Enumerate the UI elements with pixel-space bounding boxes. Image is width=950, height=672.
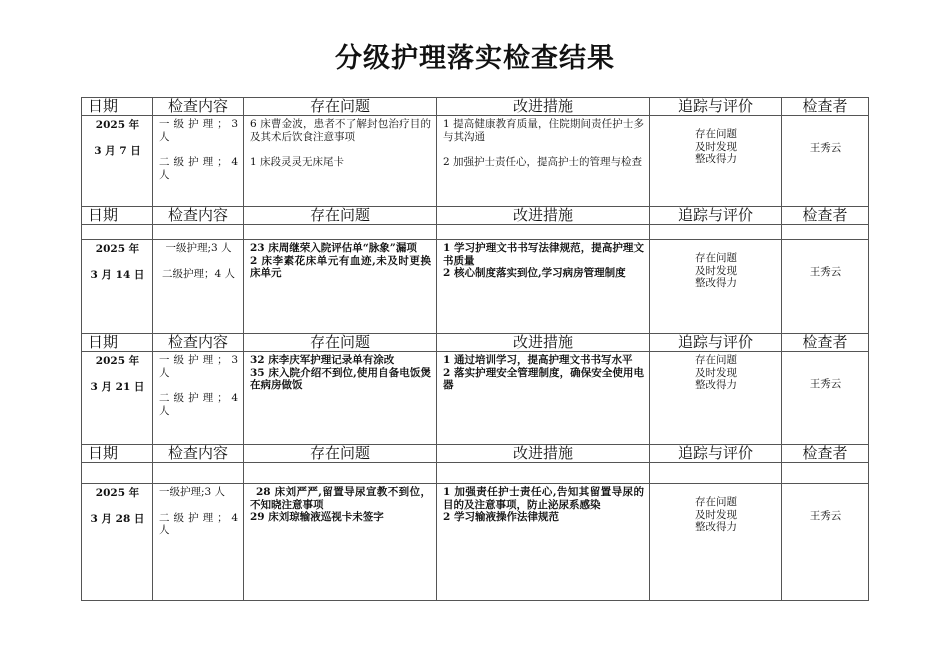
issue-line: 28 床刘严严,留置导尿宣教不到位，不知晓注意事项 bbox=[250, 486, 431, 511]
content-cell bbox=[153, 240, 243, 280]
inspector-cell: 王秀云 bbox=[809, 142, 842, 154]
content-cell bbox=[153, 116, 243, 181]
inspector-cell: 王秀云 bbox=[809, 378, 842, 390]
tracking-cell bbox=[650, 484, 781, 534]
header-issues: 存在问题 bbox=[244, 445, 437, 463]
inspection-table bbox=[81, 97, 869, 601]
issue-line: 32 床李庆军护理记录单有涂改 bbox=[250, 354, 395, 366]
measure-line: 1 学习护理文书书写法律规范，提高护理文书质量 bbox=[443, 242, 644, 267]
spacer-row bbox=[82, 463, 869, 484]
year-text: 2025 年 bbox=[95, 355, 140, 367]
content-line: 二 级 护 理 ； 4 人 bbox=[159, 511, 238, 536]
page-title: 分级护理落实检查结果 bbox=[335, 43, 615, 74]
issues-cell bbox=[244, 352, 436, 392]
content-line: 二 级 护 理 ； 4 人 bbox=[159, 156, 238, 181]
issue-line: 2 床李素花床单元有血迹,未及时更换床单元 bbox=[250, 254, 431, 279]
day-text: 3 月 14 日 bbox=[90, 268, 145, 281]
tracking-cell bbox=[650, 352, 781, 392]
tracking-line: 存在问题 bbox=[695, 128, 737, 140]
header-inspector: 检查者 bbox=[782, 334, 869, 352]
header-measures: 改进措施 bbox=[437, 334, 650, 352]
tracking-cell bbox=[650, 240, 781, 290]
tracking-line: 存在问题 bbox=[695, 252, 737, 264]
content-line: 一级护理;3 人 bbox=[159, 486, 226, 498]
header-row bbox=[82, 98, 869, 116]
measures-cell bbox=[437, 116, 649, 169]
date-cell bbox=[82, 484, 152, 525]
tracking-line: 整改得力 bbox=[695, 153, 737, 165]
header-content: 检查内容 bbox=[153, 334, 244, 352]
issue-line: 6 床曹金波，患者不了解封包治疗目的及其术后饮食注意事项 bbox=[250, 118, 431, 143]
inspector-cell: 王秀云 bbox=[809, 266, 842, 278]
tracking-line: 存在问题 bbox=[695, 496, 737, 508]
header-tracking: 追踪与评价 bbox=[650, 98, 782, 116]
issue-line: 23 床周继荣入院评估单“脉象”漏项 bbox=[250, 242, 417, 254]
year-text: 2025 年 bbox=[95, 119, 140, 131]
date-cell bbox=[82, 240, 152, 281]
tracking-line: 及时发现 bbox=[695, 508, 737, 521]
issue-line: 1 床段灵灵无床尾卡 bbox=[250, 156, 345, 168]
header-row bbox=[82, 207, 869, 225]
tracking-cell bbox=[650, 116, 781, 166]
year-text: 2025 年 bbox=[95, 487, 140, 499]
header-row bbox=[82, 445, 869, 463]
content-line: 二 级 护 理 ； 4 人 bbox=[159, 392, 238, 417]
header-row bbox=[82, 334, 869, 352]
record-row bbox=[82, 352, 869, 445]
day-text: 3 月 7 日 bbox=[94, 144, 141, 157]
header-tracking: 追踪与评价 bbox=[650, 207, 782, 225]
header-measures: 改进措施 bbox=[437, 98, 650, 116]
issues-cell bbox=[244, 240, 436, 280]
header-date: 日期 bbox=[82, 207, 153, 225]
header-inspector: 检查者 bbox=[782, 207, 869, 225]
measure-line: 2 核心制度落实到位,学习病房管理制度 bbox=[443, 267, 626, 279]
header-inspector: 检查者 bbox=[782, 98, 869, 116]
measure-line: 1 加强责任护士责任心,告知其留置导尿的目的及注意事项，防止泌尿系感染 bbox=[443, 486, 644, 511]
measures-cell bbox=[437, 484, 649, 524]
header-content: 检查内容 bbox=[153, 207, 244, 225]
record-row bbox=[82, 484, 869, 601]
tracking-line: 及时发现 bbox=[695, 366, 737, 379]
tracking-line: 整改得力 bbox=[695, 379, 737, 391]
header-date: 日期 bbox=[82, 445, 153, 463]
content-cell bbox=[153, 352, 243, 417]
header-measures: 改进措施 bbox=[437, 445, 650, 463]
tracking-line: 存在问题 bbox=[695, 354, 737, 366]
content-line: 一 级 护 理 ； 3 人 bbox=[159, 354, 238, 379]
tracking-line: 及时发现 bbox=[695, 264, 737, 277]
year-text: 2025 年 bbox=[95, 243, 140, 255]
header-date: 日期 bbox=[82, 98, 153, 116]
issue-line: 29 床刘琼输液巡视卡未签字 bbox=[250, 511, 384, 523]
header-measures: 改进措施 bbox=[437, 207, 650, 225]
header-tracking: 追踪与评价 bbox=[650, 334, 782, 352]
content-cell bbox=[153, 484, 243, 537]
day-text: 3 月 28 日 bbox=[90, 512, 145, 525]
tracking-line: 整改得力 bbox=[695, 277, 737, 289]
issues-cell bbox=[244, 116, 436, 169]
content-line: 一 级 护 理 ； 3 人 bbox=[159, 118, 238, 143]
measure-line: 2 落实护理安全管理制度，确保安全使用电器 bbox=[443, 366, 644, 391]
measures-cell bbox=[437, 352, 649, 392]
issue-line: 35 床入院介绍不到位,使用自备电饭煲在病房做饭 bbox=[250, 366, 431, 391]
measure-line: 1 提高健康教育质量，住院期间责任护士多与其沟通 bbox=[443, 118, 644, 143]
header-content: 检查内容 bbox=[153, 98, 244, 116]
tracking-line: 及时发现 bbox=[695, 140, 737, 153]
measure-line: 1 通过培训学习，提高护理文书书写水平 bbox=[443, 354, 633, 366]
date-cell bbox=[82, 352, 152, 393]
record-row bbox=[82, 116, 869, 207]
header-content: 检查内容 bbox=[153, 445, 244, 463]
measure-line: 2 学习输液操作法律规范 bbox=[443, 511, 559, 523]
tracking-line: 整改得力 bbox=[695, 521, 737, 533]
record-row bbox=[82, 240, 869, 334]
day-text: 3 月 21 日 bbox=[90, 380, 145, 393]
inspector-cell: 王秀云 bbox=[809, 510, 842, 522]
header-date: 日期 bbox=[82, 334, 153, 352]
header-tracking: 追踪与评价 bbox=[650, 445, 782, 463]
content-line: 一级护理;3 人 bbox=[165, 242, 232, 254]
header-issues: 存在问题 bbox=[244, 334, 437, 352]
measure-line: 2 加强护士责任心，提高护士的管理与检查 bbox=[443, 156, 643, 168]
issues-cell bbox=[244, 484, 436, 524]
header-issues: 存在问题 bbox=[244, 98, 437, 116]
measures-cell bbox=[437, 240, 649, 280]
header-inspector: 检查者 bbox=[782, 445, 869, 463]
content-line: 二级护理；4 人 bbox=[161, 267, 236, 280]
date-cell bbox=[82, 116, 152, 157]
header-issues: 存在问题 bbox=[244, 207, 437, 225]
spacer-row bbox=[82, 225, 869, 240]
